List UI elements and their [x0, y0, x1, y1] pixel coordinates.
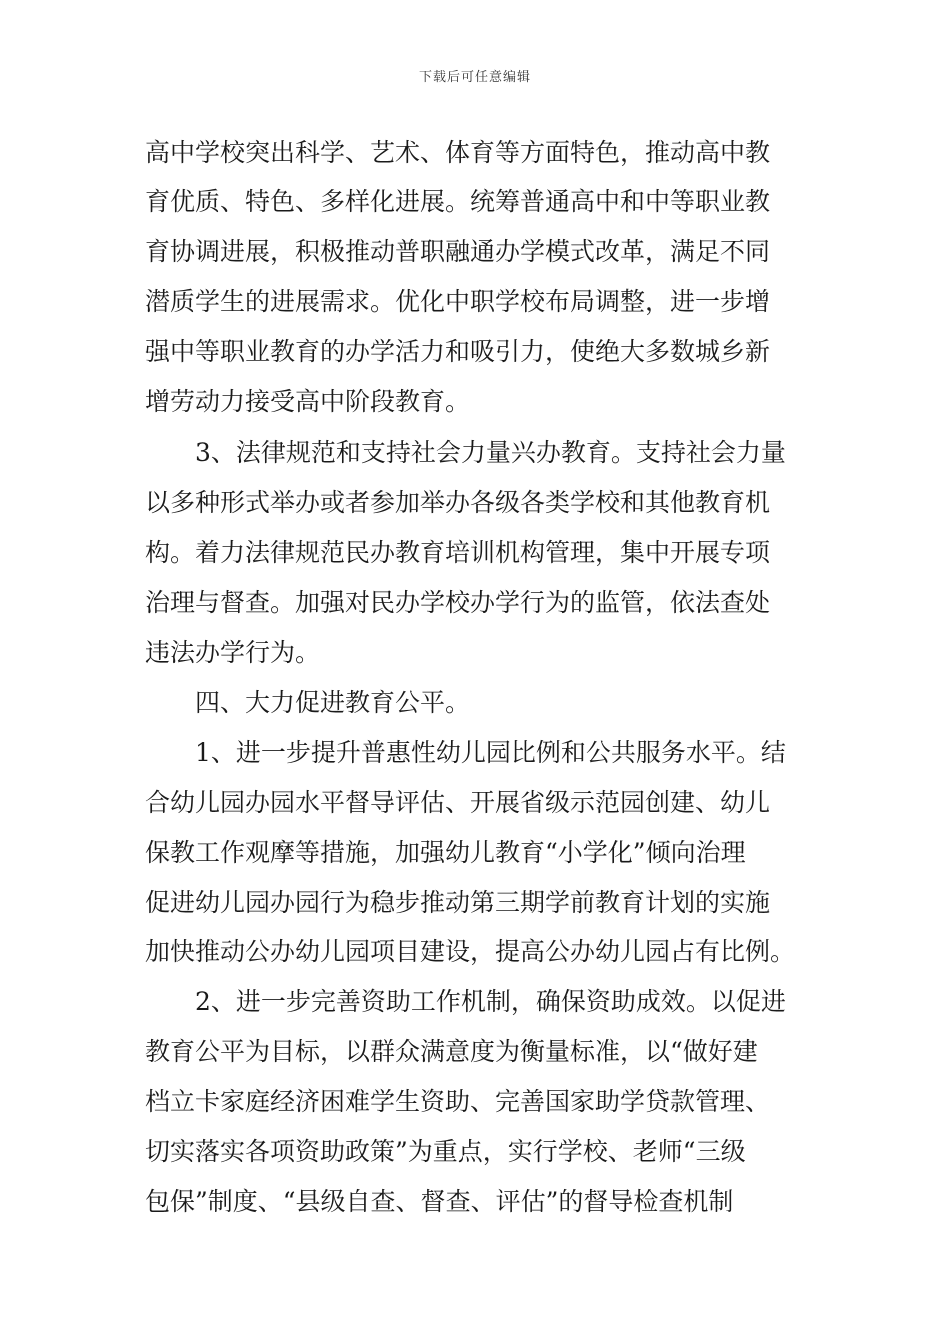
paragraph-line: 育协调进展，积极推动普职融通办学模式改革，满足不同 [145, 237, 771, 266]
paragraph-line: 育优质、特色、多样化进展。统筹普通高中和中等职业教 [145, 187, 771, 216]
paragraph-line: 档立卡家庭经济困难学生资助、完善国家助学贷款管理、 [145, 1087, 771, 1116]
paragraph-line: 加快推动公办幼儿园项目建设，提高公办幼儿园占有比例。 [145, 937, 796, 966]
paragraph-line: 保教工作观摩等措施，加强幼儿教育“小学化”倾向治理 [145, 838, 746, 867]
paragraph-line: 切实落实各项资助政策”为重点，实行学校、老师“三级 [145, 1137, 746, 1166]
paragraph-line: 治理与督查。加强对民办学校办学行为的监管，依法查处 [145, 588, 771, 617]
paragraph-line: 违法办学行为。 [145, 638, 321, 667]
paragraph-line: 包保”制度、“县级自查、督查、评估”的督导检查机制 [145, 1187, 734, 1216]
paragraph-line: 促进幼儿园办园行为稳步推动第三期学前教育计划的实施 [145, 888, 771, 917]
paragraph-line: 教育公平为目标，以群众满意度为衡量标准，以“做好建 [145, 1037, 758, 1066]
section-heading: 四、大力促进教育公平。 [195, 688, 471, 717]
page-header: 下载后可任意编辑 [418, 70, 531, 85]
paragraph-line: 潜质学生的进展需求。优化中职学校布局调整，进一步增 [145, 287, 771, 316]
paragraph-line: 高中学校突出科学、艺术、体育等方面特色，推动高中教 [145, 138, 771, 167]
paragraph-line: 3、法律规范和支持社会力量兴办教育。支持社会力量 [195, 438, 786, 467]
paragraph-line: 1、进一步提升普惠性幼儿园比例和公共服务水平。结 [195, 738, 786, 767]
paragraph-line: 强中等职业教育的办学活力和吸引力，使绝大多数城乡新 [145, 337, 771, 366]
paragraph-line: 构。着力法律规范民办教育培训机构管理，集中开展专项 [145, 538, 771, 567]
paragraph-line: 2、进一步完善资助工作机制，确保资助成效。以促进 [195, 987, 786, 1016]
paragraph-line: 合幼儿园办园水平督导评估、开展省级示范园创建、幼儿 [145, 788, 771, 817]
paragraph-line: 以多种形式举办或者参加举办各级各类学校和其他教育机 [145, 488, 771, 517]
paragraph-line: 增劳动力接受高中阶段教育。 [145, 387, 471, 416]
